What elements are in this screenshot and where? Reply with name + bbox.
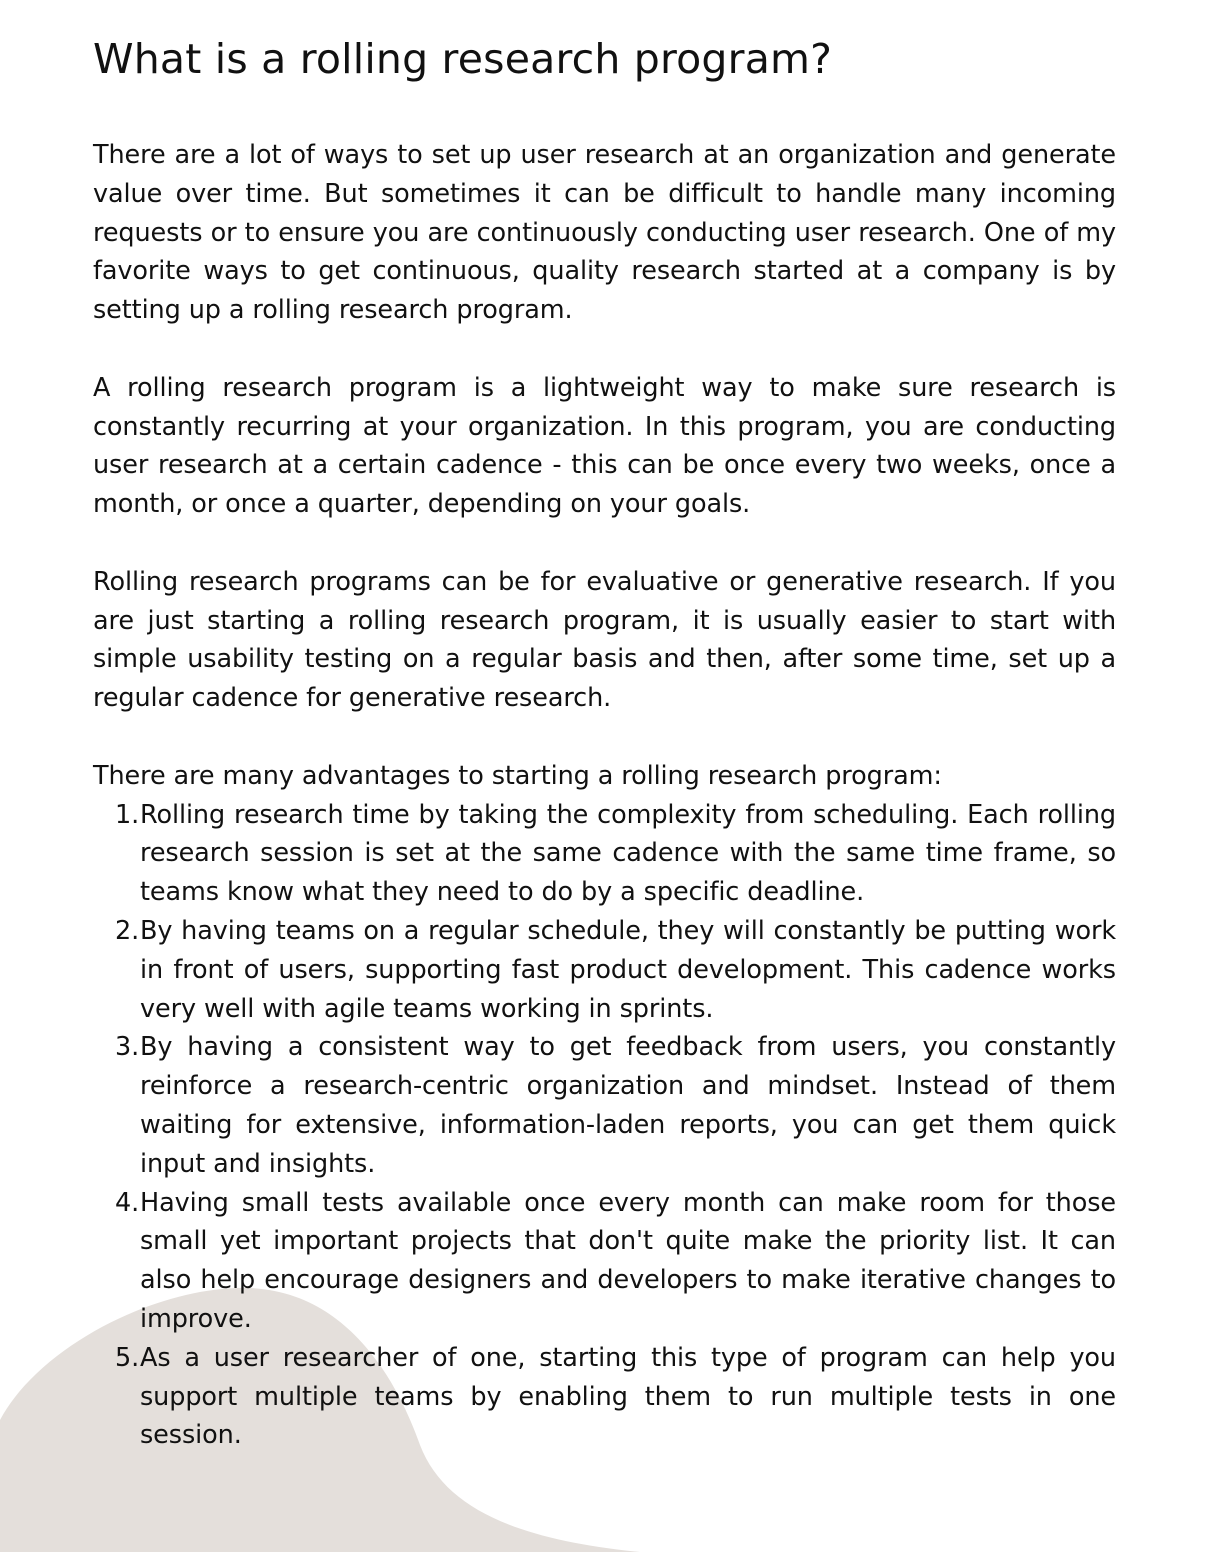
document-page bbox=[93, 30, 1116, 1455]
list-item-text: By having a consistent way to get feedback from users, you constantly reinforce a research-centric organization and mindset. Instead of them waiting for extensive, information-laden reports, you can get them quick input and insights. bbox=[140, 1032, 1116, 1179]
list-item bbox=[93, 1028, 1116, 1183]
advantages-intro: There are many advantages to starting a rolling research program: bbox=[93, 760, 942, 791]
page-title: What is a rolling research program? bbox=[93, 35, 833, 83]
list-item-number: 2. bbox=[115, 915, 140, 946]
list-item bbox=[93, 1184, 1116, 1339]
list-item-text: Having small tests available once every month can make room for those small yet important projects that don't quite make the priority list. It can also help encourage designers and developers to make iterative changes to improve. bbox=[140, 1187, 1116, 1334]
list-item-number: 1. bbox=[115, 799, 140, 830]
list-item-number: 5. bbox=[115, 1342, 140, 1373]
types-paragraph: Rolling research programs can be for evaluative or generative research. If you are just starting a rolling research program, it is usually easier to start with simple usability testing on a regular basis and then, after some time, set up a regular cadence for generative research. bbox=[93, 566, 1116, 714]
list-item-text: By having teams on a regular schedule, they will constantly be putting work in front of users, supporting fast product development. This cadence works very well with agile teams working in sprints. bbox=[140, 915, 1116, 1024]
list-item-text: As a user researcher of one, starting this type of program can help you support multiple teams by enabling them to run multiple tests in one session. bbox=[140, 1342, 1116, 1451]
list-item bbox=[93, 912, 1116, 1028]
list-item-text: Rolling research time by taking the complexity from scheduling. Each rolling research session is set at the same cadence with the same time frame, so teams know what they need to do by a specific deadline. bbox=[140, 799, 1116, 908]
list-item bbox=[93, 796, 1116, 912]
advantages-list bbox=[93, 796, 1116, 1456]
list-item-number: 3. bbox=[115, 1032, 140, 1063]
definition-paragraph: A rolling research program is a lightweight way to make sure research is constantly recurring at your organization. In this program, you are conducting user research at a certain cadence - this can be once every two weeks, once a month, or once a quarter, depending on your goals. bbox=[93, 372, 1116, 520]
intro-paragraph: There are a lot of ways to set up user research at an organization and generate value over time. But sometimes it can be difficult to handle many incoming requests or to ensure you are continuously conducting user research. One of my favorite ways to get continuous, quality research started at a company is by setting up a rolling research program. bbox=[93, 140, 1116, 326]
list-item-number: 4. bbox=[115, 1187, 140, 1218]
list-item bbox=[93, 1339, 1116, 1455]
